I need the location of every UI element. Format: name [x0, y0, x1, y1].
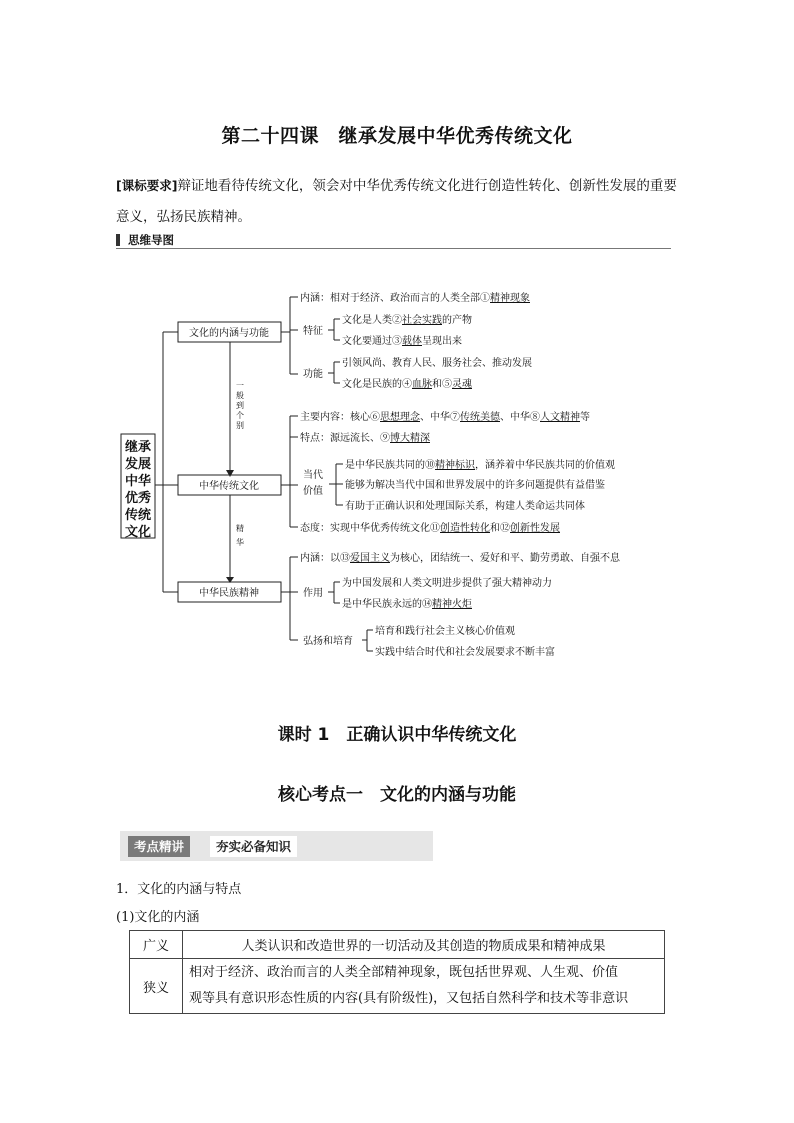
b2-taidu: 态度：实现中华优秀传统文化⑪创造性转化和⑫创新性发展: [300, 523, 560, 534]
requirement-label: [课标要求]: [116, 178, 178, 193]
b2-jiazhi-3: 有助于正确认识和处理国际关系，构建人类命运共同体: [345, 501, 585, 512]
kaodian-sub: 夯实必备知识: [210, 836, 297, 857]
b2-jiazhi-label: 价值: [303, 486, 323, 497]
lesson-title: 课时 1 正确认识中华传统文化: [277, 725, 517, 745]
b3-hongyang-2: 实践中结合时代和社会发展要求不断丰富: [375, 647, 555, 658]
branch-label-national-spirit: 中华民族精神: [199, 588, 259, 599]
root-line: 发展: [124, 457, 152, 472]
b3-hongyang-1: 培育和践行社会主义核心价值观: [375, 626, 515, 637]
b2-jiazhi-1: 是中华民族共同的⑩精神标识，涵养着中华民族共同的价值观: [345, 460, 615, 471]
page-title: 第二十四课 继承发展中华优秀传统文化: [221, 125, 573, 147]
kaodian-label: 考点精讲: [128, 836, 190, 857]
requirement-text: 辩证地看待传统文化，领会对中华优秀传统文化进行创造性转化、创新性发展的重要意义，弘扬民族精神。: [116, 178, 677, 225]
kaodian-title: 核心考点一 文化的内涵与功能: [278, 785, 516, 805]
relation-char: 个: [236, 411, 244, 420]
b1-gongneng-1: 引领风尚、教育人民、服务社会、推动发展: [342, 358, 532, 369]
section-heading: 1．文化的内涵与特点: [116, 882, 242, 897]
b1-tezheng-1: 文化是人类②社会实践的产物: [342, 315, 472, 326]
b3-zuoyong-label: 作用: [303, 588, 323, 599]
culture-definition-table: [129, 930, 665, 1014]
table-row: [130, 959, 665, 1014]
b3-neihan: 内涵：以⑬爱国主义为核心，团结统一、爱好和平、勤劳勇敢、自强不息: [300, 553, 620, 564]
branch-label-traditional-culture: 中华传统文化: [199, 481, 259, 492]
b2-zhuyao: 主要内容：核心⑥思想理念、中华⑦传统美德、中华⑧人文精神等: [300, 412, 590, 423]
relation-char: 精: [236, 524, 244, 533]
mindmap-heading-text: 思维导图: [128, 233, 174, 247]
b1-tezheng-2: 文化要通过③载体呈现出来: [342, 336, 462, 347]
relation-char: 华: [236, 538, 244, 547]
table-value: [183, 959, 665, 1014]
b1-neihan: 内涵：相对于经济、政治而言的人类全部①精神现象: [300, 293, 530, 304]
relation-char: 到: [236, 401, 244, 410]
kaodian-bar: [120, 831, 433, 861]
root-line: 文化: [124, 525, 152, 540]
b1-gongneng-label: 功能: [303, 369, 323, 380]
relation-char: 般: [236, 391, 244, 400]
arrow-down-icon: [226, 470, 234, 477]
table-key: 狭义: [130, 959, 183, 1014]
relation-char: 一: [236, 381, 244, 390]
table-value-line: 相对于经济、政治而言的人类全部精神现象，既包括世界观、人生观、价值: [189, 965, 619, 980]
b2-tedian: 特点：源远流长、⑨博大精深: [300, 433, 430, 444]
table-row: [130, 931, 665, 959]
b2-jiazhi-2: 能够为解决当代中国和世界发展中的许多问题提供有益借鉴: [345, 480, 605, 491]
subsection-heading: (1)文化的内涵: [116, 910, 200, 925]
root-line: 中华: [124, 474, 152, 489]
table-value-line: 观等具有意识形态性质的内容(具有阶级性)，又包括自然科学和技术等非意识: [189, 991, 629, 1006]
root-line: 优秀: [124, 491, 152, 506]
b2-jiazhi-label: 当代: [303, 470, 323, 481]
relation-char: 别: [236, 421, 244, 430]
b3-zuoyong-2: 是中华民族永远的⑭精神火炬: [342, 599, 472, 610]
root-line: 传统: [124, 508, 152, 523]
b1-gongneng-2: 文化是民族的④血脉和⑤灵魂: [342, 379, 472, 390]
b3-zuoyong-1: 为中国发展和人类文明进步提供了强大精神动力: [342, 578, 552, 589]
b3-hongyang-label: 弘扬和培育: [303, 636, 353, 647]
table-key: 广义: [130, 931, 183, 959]
table-value: 人类认识和改造世界的一切活动及其创造的物质成果和精神成果: [183, 931, 665, 959]
b1-tezheng-label: 特征: [303, 326, 323, 337]
root-line: 继承: [124, 440, 152, 455]
branch-label-culture-meaning: 文化的内涵与功能: [189, 328, 269, 339]
